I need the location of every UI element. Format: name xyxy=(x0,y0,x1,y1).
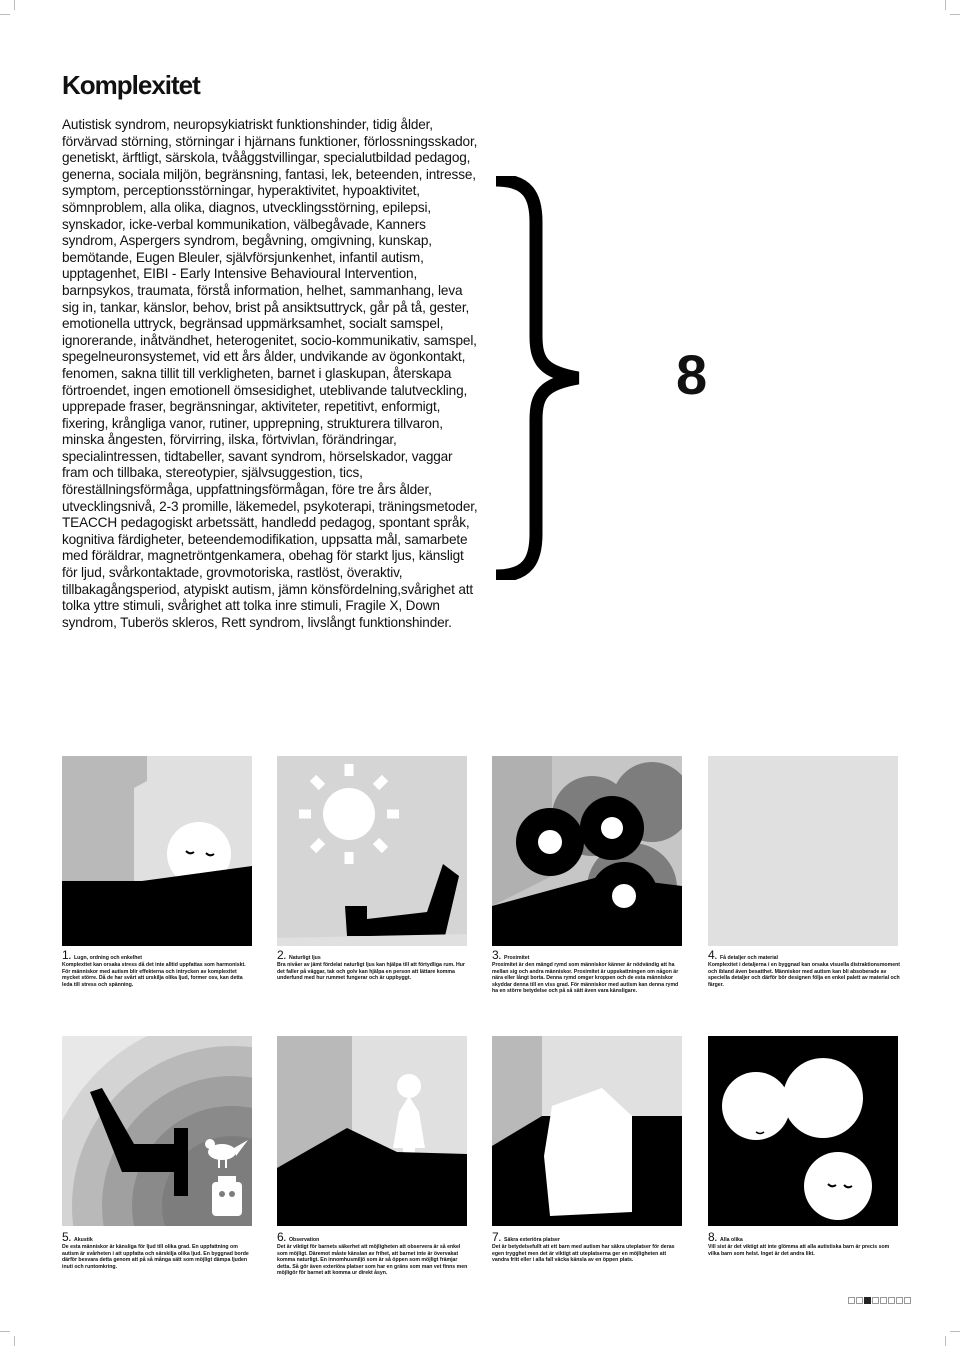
principle-text: De esta människor är känsliga för ljud till olika grad. En uppfattning om autism är svårheten i att uppfatta och särskilja olika ljud. En byggnad borde därför besvara detta genom att på så många sätt som möjligt dämpa ljuden inuti och runtomkring. xyxy=(62,1244,249,1270)
principle-number: 6. xyxy=(277,1230,287,1244)
principle-caption xyxy=(708,1230,900,1257)
principle-number: 1. xyxy=(62,948,72,962)
principle-number: 4. xyxy=(708,948,718,962)
principle-number: 2. xyxy=(277,948,287,962)
crop-mark xyxy=(950,1331,960,1332)
page-indicator-box xyxy=(872,1297,879,1304)
sleeping-face-icon xyxy=(804,1152,872,1220)
principle-text: Det är viktigt för barnets säkerhet att möjligheten att observera är så enkel som möjligt. Däremot måste känslan av frihet, att barnet inte är övervakat komma naturligt. En innomhusmiljö som är så öppen som möjligt främjar detta. Så gör även exteriöra platser som har en gräns som man vet finns men möjligör för barnet att komma ur direkt åsyn. xyxy=(277,1244,468,1277)
illustration-observation xyxy=(277,1036,467,1226)
keyword-paragraph: Autistisk syndrom, neuropsykiatriskt funktionshinder, tidig ålder, förvärvad störning, störningar i hjärnans funktioner, förlossningsskador, genetiskt, ärftligt, särskola, tvååggstvillingar, specialutbildad pedagog, generna, sociala miljön, begränsning, fantasi, lek, beteenden, intresse, symptom, perceptionsstörningar, hyperaktivitet, hypoaktivitet, sömnproblem, alla olika, diagnos, utvecklingsstörning, epilepsi, synskador, icke-verbal kommunikation, välbegåvade, Kanners syndrom, Aspergers syndrom, begåvning, omgivning, kunskap, bemötande, Eugen Bleuler, självförsjunkenhet, infantil autism, upptagenhet, EIBI - Early Intensive Behavioural Intervention, barnpsykos, traumata, förstå information, helhet, sammanhang, leva sig in, tankar, känslor, behov, brist på ansiktsuttryck, går på tå, gester, emotionella uttryck, begränsad uppmärksamhet, socialt samspel, ignorerande, inåtvändhet, heterogenitet, socio-kommunikativ, samspel, spegelneuronsystemet, vid ett års ålder, undvikande av ögonkontakt, fenomen, sakna tillit till verkligheten, barnet i glaskupan, återskapa förtroendet, ingen emotionell ömsesidighet, uteblivande talutveckling, upprepade fraser, begränsningar, aktiviteter, repetitivt, enformigt, fixering, krångliga vanor, rutiner, upprepning, strukturera tillvaron, minska ångesten, förvirring, ilska, förtvivlan, förändringar, specialintressen, tidtabeller, savant syndrom, hörselskador, vaggar fram och tillbaka, stereotypier, självsuggestion, tics, föreställningsförmåga, uppfattningsförmågan, före tre års ålder, utvecklingsnivå, 2-3 promille, läkemedel, psykoterapi, träningsmetoder, TEACCH pedagogiskt arbetssätt, handledd pedagog, spontant språk, kognitiva färdigheter, beteendemodifikation, uppsatta mål, samarbete med föräldrar, magnetröntgenkamera, obehag för starkt ljus, känsligt för ljud, svårkontaktade, grovmotoriska, rastlöst, överaktiv, tillbakagångsperiod, atypiskt autism, jämn könsfördelning,svårighet att tolka yttre stimuli, svårighet att tolka inre stimuli, Fragile X, Down syndrom, Tuberös skleros, Rett syndrom, livslångt funktionshinder. xyxy=(62,117,478,630)
principle-title: Naturligt ljus xyxy=(289,955,321,961)
page-indicator-box xyxy=(896,1297,903,1304)
face-icon xyxy=(783,1058,863,1138)
page-indicator-box xyxy=(848,1297,855,1304)
principle-title: Lugn, ordning och enkelhet xyxy=(74,955,143,961)
page-indicator xyxy=(848,1297,912,1304)
principle-text: Proximitet är den mängd rymd som människor känner är nödvändig att ha mellan sig och andra människor. Proximitet är uppskattningen om någon är nära eller långt borta. Denna rymd omger kroppen och de esta människor skyddar denna till en viss grad. För människor med autism kan denna rymd ha en större betydelse och på så sätt även vara känsligare. xyxy=(492,962,679,995)
page-indicator-box xyxy=(888,1297,895,1304)
page-title: Komplexitet xyxy=(62,70,200,100)
crop-mark xyxy=(0,1331,10,1332)
illustration-all-different xyxy=(708,1036,898,1226)
crop-mark xyxy=(950,14,960,15)
open-area-shape xyxy=(544,1088,632,1216)
page-indicator-box xyxy=(880,1297,887,1304)
speaker-icon xyxy=(212,1176,242,1216)
page-indicator-box xyxy=(856,1297,863,1304)
principle-title: Proximitet xyxy=(504,955,530,961)
principle-caption xyxy=(492,948,684,995)
principle-title: Få detaljer och material xyxy=(720,955,778,961)
principle-caption xyxy=(492,1230,684,1264)
principle-title: Alla olika xyxy=(720,1237,743,1243)
face-icon xyxy=(722,1072,790,1140)
principle-caption xyxy=(277,1230,469,1277)
page-indicator-box xyxy=(864,1297,871,1304)
big-number: 8 xyxy=(676,343,706,406)
principle-caption xyxy=(708,948,900,988)
illustration-few-details xyxy=(708,756,898,946)
principle-caption xyxy=(277,948,469,982)
page-indicator-box xyxy=(904,1297,911,1304)
crop-mark xyxy=(945,1336,946,1346)
illustration-daylight xyxy=(277,756,467,946)
principle-text: Bra nivåer av jämt fördelat naturligt ljus kan hjälpa till att förtydliga rum. Hur det faller på väggar, tak och golv kan hjälpa en person att lättare komma underfund med hur rummet fungerar och är uppbyggt. xyxy=(277,962,465,982)
crop-mark xyxy=(945,0,946,10)
principle-number: 5. xyxy=(62,1230,72,1244)
principle-title: Akustik xyxy=(74,1237,93,1243)
principle-caption xyxy=(62,948,254,988)
principle-number: 3. xyxy=(492,948,502,962)
principle-title: Säkra exteriöra platser xyxy=(504,1237,560,1243)
illustration-safe-exterior xyxy=(492,1036,682,1226)
illustration-calm xyxy=(62,756,252,946)
crop-mark xyxy=(14,0,15,10)
principle-caption xyxy=(62,1230,254,1270)
principle-text: Komplexitet kan orsaka stress då det inte alltid uppfattas som harmoniskt. För människor med autism blir effekterna och intrycken av komplexitet mycket större. Då de har svårt att urskilja olika ljud, former osv, kan detta leda till stress och spänning. xyxy=(62,962,246,988)
principle-number: 8. xyxy=(708,1230,718,1244)
principle-title: Observation xyxy=(289,1237,320,1243)
principle-text: Vill sist är det viktigt att inte glömma att alla autistiska barn är precis som vilka barn som helst. Inget är det andra likt. xyxy=(708,1244,890,1257)
illustration-proximity xyxy=(492,756,682,946)
illustration-acoustics xyxy=(62,1036,252,1226)
principle-text: Komplexitet i detaljerna i en byggnad kan orsaka visuella distraktionsmoment och ibland även besatthet. Människor med autism kan bli absoberade av speciella detaljer och därför bör designen följa en enkel palett av material och färger. xyxy=(708,962,900,988)
crop-mark xyxy=(0,14,10,15)
curly-brace-icon xyxy=(492,176,584,580)
crop-mark xyxy=(14,1336,15,1346)
principle-text: Det är betydelsefullt att ett barn med autism har säkra uteplatser för deras egen trygghet men det är viktigt att uteplatserna ger en möjligheten att vandra fritt eller i alla fall väcka känsla av en öppen plats. xyxy=(492,1244,675,1264)
principle-number: 7. xyxy=(492,1230,502,1244)
